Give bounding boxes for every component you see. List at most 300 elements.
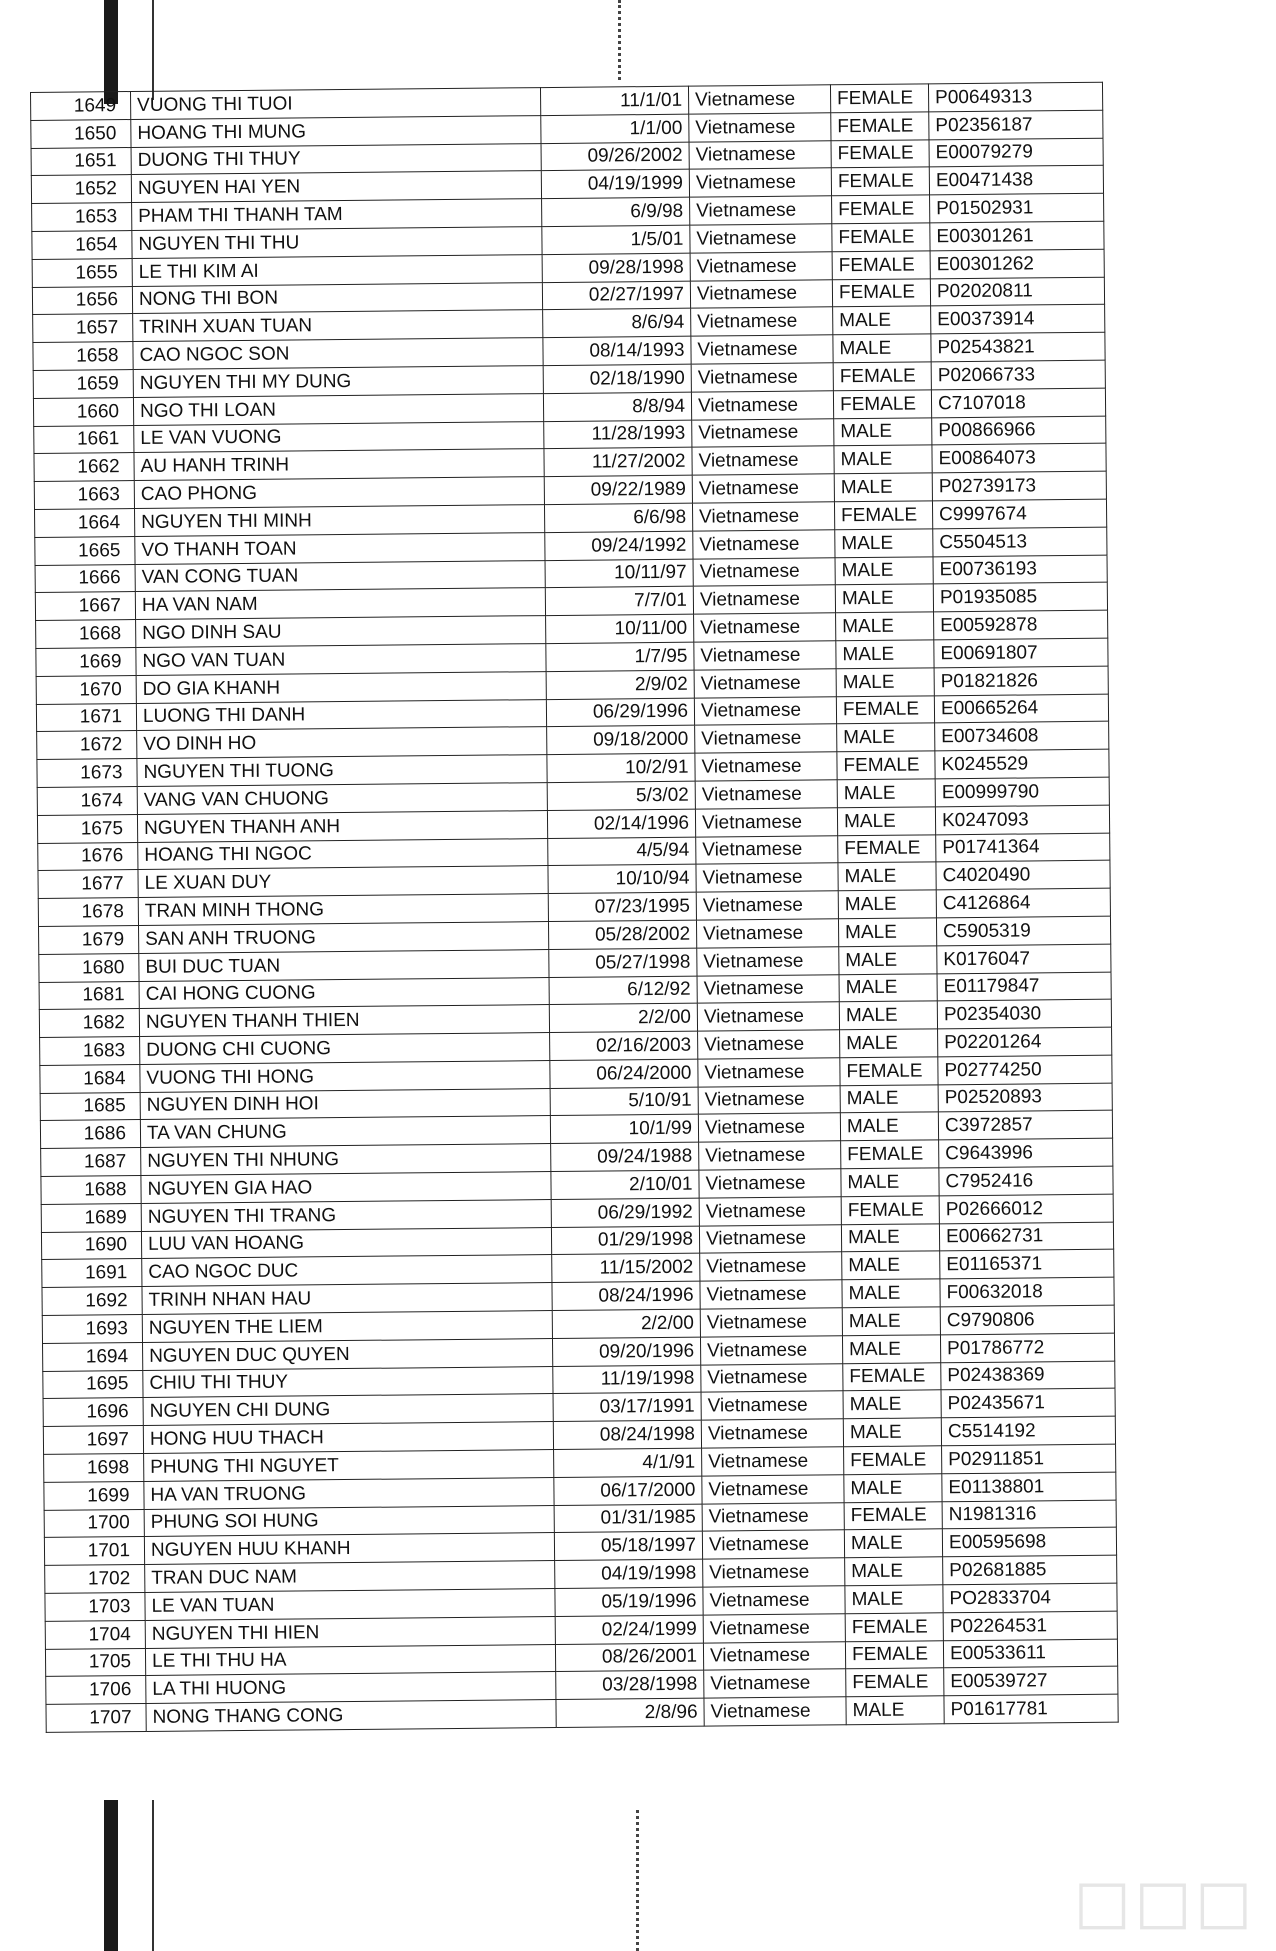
nationality-cell: Vietnamese — [703, 1641, 845, 1670]
nationality-cell: Vietnamese — [695, 752, 837, 781]
row-number-cell: 1658 — [33, 342, 133, 371]
nationality-cell: Vietnamese — [696, 835, 838, 864]
row-number-cell: 1702 — [45, 1565, 145, 1594]
nationality-cell: Vietnamese — [703, 1586, 845, 1615]
sex-cell: MALE — [840, 1029, 938, 1058]
full-name-cell: HOANG THI NGOC — [138, 838, 548, 870]
full-name-cell: BUI DUC TUAN — [139, 949, 549, 981]
full-name-cell: CAO NGOC SON — [133, 338, 543, 370]
date-of-birth-cell: 10/1/99 — [550, 1115, 698, 1144]
full-name-cell: NGUYEN GIA HAO — [141, 1172, 551, 1204]
full-name-cell: NGUYEN DUC QUYEN — [143, 1338, 553, 1370]
date-of-birth-cell: 06/29/1992 — [551, 1198, 699, 1227]
passport-number-cell: P01502931 — [930, 193, 1104, 222]
passport-number-cell: E01179847 — [937, 972, 1111, 1001]
sex-cell: MALE — [845, 1585, 943, 1614]
full-name-cell: HA VAN TRUONG — [144, 1477, 554, 1509]
nationality-cell: Vietnamese — [699, 1169, 841, 1198]
full-name-cell: NGUYEN THI MY DUNG — [133, 366, 543, 398]
passport-number-cell: P02911851 — [942, 1444, 1116, 1473]
date-of-birth-cell: 6/12/92 — [549, 976, 697, 1005]
passport-number-cell: PO2833704 — [943, 1583, 1117, 1612]
date-of-birth-cell: 01/31/1985 — [554, 1504, 702, 1533]
passport-number-cell: P02739173 — [932, 471, 1106, 500]
passport-number-cell: E01165371 — [940, 1250, 1114, 1279]
date-of-birth-cell: 10/2/91 — [547, 753, 695, 782]
sex-cell: MALE — [843, 1390, 941, 1419]
sex-cell: FEMALE — [845, 1613, 943, 1642]
passport-number-cell: P02264531 — [943, 1611, 1117, 1640]
passport-number-cell: P01786772 — [940, 1333, 1114, 1362]
row-number-cell: 1671 — [36, 703, 136, 732]
passport-number-cell: P02356187 — [929, 110, 1103, 139]
full-name-cell: LE VAN VUONG — [134, 421, 544, 453]
passenger-list-table — [30, 82, 1119, 1733]
date-of-birth-cell: 06/24/2000 — [550, 1059, 698, 1088]
passport-number-cell: E00539727 — [944, 1667, 1118, 1696]
row-number-cell: 1694 — [43, 1342, 143, 1371]
sex-cell: MALE — [837, 723, 935, 752]
date-of-birth-cell: 05/28/2002 — [548, 920, 696, 949]
row-number-cell: 1680 — [39, 953, 139, 982]
full-name-cell: NGUYEN HUU KHANH — [144, 1533, 554, 1565]
passport-number-cell: E00373914 — [931, 305, 1105, 334]
nationality-cell: Vietnamese — [693, 585, 835, 614]
full-name-cell: NGUYEN THI TUONG — [137, 755, 547, 787]
sex-cell: MALE — [838, 918, 936, 947]
nationality-cell: Vietnamese — [694, 696, 836, 725]
passport-number-cell: C5514192 — [941, 1416, 1115, 1445]
nationality-cell: Vietnamese — [691, 363, 833, 392]
date-of-birth-cell: 08/14/1993 — [543, 336, 691, 365]
row-number-cell: 1698 — [44, 1454, 144, 1483]
nationality-cell: Vietnamese — [697, 1002, 839, 1031]
date-of-birth-cell: 05/19/1996 — [555, 1587, 703, 1616]
nationality-cell: Vietnamese — [690, 224, 832, 253]
full-name-cell: VUONG THI TUOI — [131, 88, 541, 120]
passport-number-cell: E00595698 — [942, 1528, 1116, 1557]
full-name-cell: PHUNG THI NGUYET — [144, 1450, 554, 1482]
date-of-birth-cell: 2/10/01 — [551, 1170, 699, 1199]
sex-cell: FEMALE — [832, 251, 930, 280]
row-number-cell: 1662 — [34, 453, 134, 482]
passport-number-cell: P00866966 — [932, 416, 1106, 445]
nationality-cell: Vietnamese — [695, 780, 837, 809]
sex-cell: FEMALE — [831, 112, 929, 141]
row-number-cell: 1679 — [39, 925, 139, 954]
nationality-cell: Vietnamese — [699, 1141, 841, 1170]
sex-cell: FEMALE — [831, 139, 929, 168]
row-number-cell: 1684 — [40, 1064, 140, 1093]
nationality-cell: Vietnamese — [699, 1197, 841, 1226]
date-of-birth-cell: 10/10/94 — [548, 864, 696, 893]
date-of-birth-cell: 02/14/1996 — [547, 809, 695, 838]
date-of-birth-cell: 2/8/96 — [556, 1698, 704, 1727]
full-name-cell: LUONG THI DANH — [136, 699, 546, 731]
sex-cell: MALE — [837, 807, 935, 836]
date-of-birth-cell: 08/26/2001 — [555, 1643, 703, 1672]
passport-number-cell: P02774250 — [938, 1055, 1112, 1084]
nationality-cell: Vietnamese — [698, 1085, 840, 1114]
passport-number-cell: P00649313 — [928, 82, 1102, 111]
nationality-cell: Vietnamese — [701, 1391, 843, 1420]
passport-number-cell: E00301261 — [930, 221, 1104, 250]
sex-cell: FEMALE — [843, 1362, 941, 1391]
nationality-cell: Vietnamese — [692, 446, 834, 475]
nationality-cell: Vietnamese — [698, 1058, 840, 1087]
date-of-birth-cell: 09/24/1988 — [551, 1142, 699, 1171]
row-number-cell: 1677 — [38, 870, 138, 899]
row-number-cell: 1675 — [37, 814, 137, 843]
full-name-cell: TRAN MINH THONG — [138, 894, 548, 926]
date-of-birth-cell: 05/18/1997 — [554, 1532, 702, 1561]
nationality-cell: Vietnamese — [703, 1614, 845, 1643]
full-name-cell: NGUYEN THI MINH — [135, 505, 545, 537]
date-of-birth-cell: 4/5/94 — [548, 837, 696, 866]
sex-cell: FEMALE — [841, 1196, 939, 1225]
passport-number-cell: P02020811 — [930, 277, 1104, 306]
row-number-cell: 1666 — [35, 564, 135, 593]
nationality-cell: Vietnamese — [703, 1558, 845, 1587]
row-number-cell: 1699 — [44, 1481, 144, 1510]
passport-number-cell: N1981316 — [942, 1500, 1116, 1529]
full-name-cell: DUONG CHI CUONG — [140, 1033, 550, 1065]
passport-number-cell: P02438369 — [941, 1361, 1115, 1390]
passport-number-cell: P01821826 — [934, 666, 1108, 695]
full-name-cell: TA VAN CHUNG — [140, 1116, 550, 1148]
full-name-cell: NGO VAN TUAN — [136, 644, 546, 676]
row-number-cell: 1681 — [39, 981, 139, 1010]
sex-cell: MALE — [841, 1168, 939, 1197]
full-name-cell: NGUYEN HAI YEN — [131, 171, 541, 203]
date-of-birth-cell: 5/3/02 — [547, 781, 695, 810]
nationality-cell: Vietnamese — [694, 613, 836, 642]
row-number-cell: 1686 — [40, 1120, 140, 1149]
sex-cell: MALE — [842, 1279, 940, 1308]
watermark-logo: □□□ — [1073, 1867, 1256, 1937]
nationality-cell: Vietnamese — [689, 168, 831, 197]
nationality-cell: Vietnamese — [693, 530, 835, 559]
perforation-bottom — [636, 1810, 642, 1951]
passport-number-cell: C9643996 — [939, 1138, 1113, 1167]
full-name-cell: NGUYEN THE LIEM — [142, 1311, 552, 1343]
sex-cell: MALE — [835, 556, 933, 585]
nationality-cell: Vietnamese — [702, 1475, 844, 1504]
row-number-cell: 1656 — [32, 286, 132, 315]
row-number-cell: 1659 — [33, 369, 133, 398]
date-of-birth-cell: 10/11/97 — [545, 559, 693, 588]
passport-number-cell: E00662731 — [939, 1222, 1113, 1251]
sex-cell: MALE — [838, 890, 936, 919]
date-of-birth-cell: 06/29/1996 — [546, 698, 694, 727]
full-name-cell: NGUYEN THI NHUNG — [141, 1144, 551, 1176]
row-number-cell: 1654 — [32, 231, 132, 260]
row-number-cell: 1660 — [33, 397, 133, 426]
row-number-cell: 1696 — [43, 1398, 143, 1427]
date-of-birth-cell: 11/1/01 — [540, 86, 688, 115]
passport-number-cell: E00736193 — [933, 555, 1107, 584]
sex-cell: FEMALE — [832, 195, 930, 224]
date-of-birth-cell: 5/10/91 — [550, 1087, 698, 1116]
sex-cell: MALE — [834, 445, 932, 474]
nationality-cell: Vietnamese — [698, 1030, 840, 1059]
sex-cell: FEMALE — [846, 1668, 944, 1697]
full-name-cell: NONG THANG CONG — [146, 1700, 556, 1732]
passport-number-cell: E00592878 — [934, 610, 1108, 639]
passport-number-cell: P02435671 — [941, 1389, 1115, 1418]
nationality-cell: Vietnamese — [702, 1502, 844, 1531]
full-name-cell: LA THI HUONG — [146, 1672, 556, 1704]
sex-cell: FEMALE — [830, 84, 928, 113]
passport-number-cell: E00999790 — [935, 777, 1109, 806]
full-name-cell: NGO THI LOAN — [133, 393, 543, 425]
row-number-cell: 1689 — [41, 1203, 141, 1232]
binding-mark-bottom — [104, 1800, 118, 1951]
sex-cell: MALE — [837, 779, 935, 808]
sex-cell: MALE — [843, 1418, 941, 1447]
row-number-cell: 1674 — [37, 786, 137, 815]
nationality-cell: Vietnamese — [696, 919, 838, 948]
date-of-birth-cell: 10/11/00 — [546, 614, 694, 643]
passport-number-cell: E00301262 — [930, 249, 1104, 278]
sex-cell: MALE — [844, 1529, 942, 1558]
row-number-cell: 1683 — [40, 1037, 140, 1066]
nationality-cell: Vietnamese — [696, 863, 838, 892]
sex-cell: MALE — [835, 529, 933, 558]
full-name-cell: CAO NGOC DUC — [142, 1255, 552, 1287]
sex-cell: FEMALE — [832, 278, 930, 307]
date-of-birth-cell: 09/28/1998 — [542, 253, 690, 282]
date-of-birth-cell: 02/27/1997 — [542, 281, 690, 310]
passport-number-cell: P02201264 — [938, 1027, 1112, 1056]
full-name-cell: LE THI THU HA — [145, 1644, 555, 1676]
date-of-birth-cell: 04/19/1999 — [541, 170, 689, 199]
nationality-cell: Vietnamese — [694, 669, 836, 698]
date-of-birth-cell: 11/19/1998 — [553, 1365, 701, 1394]
date-of-birth-cell: 02/18/1990 — [543, 364, 691, 393]
passport-number-cell: K0176047 — [937, 944, 1111, 973]
full-name-cell: SAN ANH TRUONG — [139, 921, 549, 953]
sex-cell: FEMALE — [844, 1446, 942, 1475]
date-of-birth-cell: 09/18/2000 — [547, 725, 695, 754]
full-name-cell: LE THI KIM AI — [132, 254, 542, 286]
passport-number-cell: C9997674 — [932, 499, 1106, 528]
row-number-cell: 1703 — [45, 1592, 145, 1621]
passport-number-cell: E00734608 — [935, 722, 1109, 751]
sex-cell: FEMALE — [840, 1057, 938, 1086]
nationality-cell: Vietnamese — [690, 252, 832, 281]
nationality-cell: Vietnamese — [691, 335, 833, 364]
nationality-cell: Vietnamese — [692, 502, 834, 531]
row-number-cell: 1690 — [41, 1231, 141, 1260]
sex-cell: MALE — [839, 946, 937, 975]
row-number-cell: 1655 — [32, 258, 132, 287]
full-name-cell: VANG VAN CHUONG — [137, 782, 547, 814]
row-number-cell: 1649 — [31, 92, 131, 121]
full-name-cell: NGUYEN THI THU — [132, 227, 542, 259]
sex-cell: MALE — [834, 473, 932, 502]
passport-number-cell: E00471438 — [929, 166, 1103, 195]
sex-cell: FEMALE — [841, 1140, 939, 1169]
date-of-birth-cell: 08/24/1998 — [553, 1420, 701, 1449]
full-name-cell: NGO DINH SAU — [136, 616, 546, 648]
nationality-cell: Vietnamese — [695, 724, 837, 753]
sex-cell: MALE — [842, 1335, 940, 1364]
full-name-cell: TRAN DUC NAM — [145, 1561, 555, 1593]
date-of-birth-cell: 03/28/1998 — [556, 1671, 704, 1700]
full-name-cell: NGUYEN CHI DUNG — [143, 1394, 553, 1426]
row-number-cell: 1688 — [41, 1176, 141, 1205]
nationality-cell: Vietnamese — [702, 1447, 844, 1476]
full-name-cell: VAN CONG TUAN — [135, 560, 545, 592]
passport-number-cell: C7952416 — [939, 1166, 1113, 1195]
sex-cell: MALE — [835, 584, 933, 613]
date-of-birth-cell: 11/27/2002 — [544, 448, 692, 477]
date-of-birth-cell: 02/24/1999 — [555, 1615, 703, 1644]
row-number-cell: 1673 — [37, 759, 137, 788]
row-number-cell: 1668 — [36, 620, 136, 649]
sex-cell: MALE — [839, 1001, 937, 1030]
sex-cell: FEMALE — [838, 834, 936, 863]
row-number-cell: 1707 — [46, 1704, 146, 1733]
nationality-cell: Vietnamese — [704, 1697, 846, 1726]
sex-cell: MALE — [836, 612, 934, 641]
sex-cell: MALE — [834, 417, 932, 446]
nationality-cell: Vietnamese — [694, 641, 836, 670]
sex-cell: MALE — [846, 1696, 944, 1725]
row-number-cell: 1691 — [42, 1259, 142, 1288]
passport-number-cell: P02066733 — [931, 360, 1105, 389]
full-name-cell: CHIU THI THUY — [143, 1366, 553, 1398]
row-number-cell: 1682 — [39, 1009, 139, 1038]
row-number-cell: 1672 — [37, 731, 137, 760]
nationality-cell: Vietnamese — [697, 974, 839, 1003]
row-number-cell: 1652 — [31, 175, 131, 204]
passport-number-cell: P02543821 — [931, 332, 1105, 361]
row-number-cell: 1665 — [35, 536, 135, 565]
full-name-cell: NGUYEN THANH ANH — [137, 810, 547, 842]
passport-number-cell: C7107018 — [931, 388, 1105, 417]
row-number-cell: 1653 — [32, 203, 132, 232]
full-name-cell: DUONG THI THUY — [131, 143, 541, 175]
full-name-cell: PHUNG SOI HUNG — [144, 1505, 554, 1537]
row-number-cell: 1705 — [45, 1648, 145, 1677]
sex-cell: MALE — [842, 1251, 940, 1280]
date-of-birth-cell: 11/15/2002 — [552, 1254, 700, 1283]
binding-mark-top — [104, 0, 118, 104]
passport-number-cell: E00691807 — [934, 638, 1108, 667]
binding-line-bottom — [152, 1800, 154, 1951]
sex-cell: MALE — [840, 1112, 938, 1141]
date-of-birth-cell: 09/22/1989 — [544, 475, 692, 504]
full-name-cell: NGUYEN THI HIEN — [145, 1616, 555, 1648]
sex-cell: FEMALE — [837, 751, 935, 780]
passport-number-cell: P02666012 — [939, 1194, 1113, 1223]
sex-cell: FEMALE — [836, 695, 934, 724]
date-of-birth-cell: 01/29/1998 — [551, 1226, 699, 1255]
full-name-cell: HONG HUU THACH — [143, 1422, 553, 1454]
row-number-cell: 1663 — [34, 481, 134, 510]
row-number-cell: 1657 — [33, 314, 133, 343]
date-of-birth-cell: 1/1/00 — [541, 114, 689, 143]
date-of-birth-cell: 8/8/94 — [543, 392, 691, 421]
passport-number-cell: E01138801 — [942, 1472, 1116, 1501]
row-number-cell: 1692 — [42, 1287, 142, 1316]
passport-number-cell: P01741364 — [936, 833, 1110, 862]
nationality-cell: Vietnamese — [688, 85, 830, 114]
nationality-cell: Vietnamese — [693, 557, 835, 586]
passport-number-cell: P02520893 — [938, 1083, 1112, 1112]
row-number-cell: 1700 — [44, 1509, 144, 1538]
passport-number-cell: C9790806 — [940, 1305, 1114, 1334]
binding-line-top — [152, 0, 154, 100]
sex-cell: FEMALE — [845, 1640, 943, 1669]
passport-number-cell: P02681885 — [943, 1555, 1117, 1584]
date-of-birth-cell: 06/17/2000 — [554, 1476, 702, 1505]
full-name-cell: TRINH NHAN HAU — [142, 1283, 552, 1315]
date-of-birth-cell: 8/6/94 — [543, 309, 691, 338]
date-of-birth-cell: 11/28/1993 — [544, 420, 692, 449]
date-of-birth-cell: 02/16/2003 — [550, 1031, 698, 1060]
full-name-cell: HA VAN NAM — [135, 588, 545, 620]
passport-number-cell: E00864073 — [932, 444, 1106, 473]
sex-cell: MALE — [839, 973, 937, 1002]
row-number-cell: 1669 — [36, 647, 136, 676]
date-of-birth-cell: 6/9/98 — [542, 197, 690, 226]
sex-cell: MALE — [844, 1474, 942, 1503]
date-of-birth-cell: 03/17/1991 — [553, 1393, 701, 1422]
row-number-cell: 1676 — [38, 842, 138, 871]
nationality-cell: Vietnamese — [689, 113, 831, 142]
row-number-cell: 1661 — [34, 425, 134, 454]
date-of-birth-cell: 6/6/98 — [544, 503, 692, 532]
row-number-cell: 1701 — [44, 1537, 144, 1566]
date-of-birth-cell: 2/9/02 — [546, 670, 694, 699]
full-name-cell: LE VAN TUAN — [145, 1589, 555, 1621]
date-of-birth-cell: 1/7/95 — [546, 642, 694, 671]
nationality-cell: Vietnamese — [690, 279, 832, 308]
full-name-cell: HOANG THI MUNG — [131, 115, 541, 147]
nationality-cell: Vietnamese — [697, 946, 839, 975]
nationality-cell: Vietnamese — [702, 1530, 844, 1559]
perforation-top — [618, 0, 624, 80]
sex-cell: MALE — [833, 306, 931, 335]
nationality-cell: Vietnamese — [692, 474, 834, 503]
date-of-birth-cell: 04/19/1998 — [555, 1559, 703, 1588]
row-number-cell: 1664 — [35, 508, 135, 537]
nationality-cell: Vietnamese — [701, 1419, 843, 1448]
sex-cell: MALE — [836, 668, 934, 697]
full-name-cell: TRINH XUAN TUAN — [133, 310, 543, 342]
date-of-birth-cell: 4/1/91 — [554, 1448, 702, 1477]
full-name-cell: NGUYEN THANH THIEN — [139, 1005, 549, 1037]
passenger-list-body — [31, 82, 1119, 1732]
sex-cell: FEMALE — [832, 223, 930, 252]
sex-cell: MALE — [836, 640, 934, 669]
row-number-cell: 1706 — [46, 1676, 146, 1705]
nationality-cell: Vietnamese — [695, 808, 837, 837]
sex-cell: FEMALE — [834, 501, 932, 530]
sex-cell: MALE — [845, 1557, 943, 1586]
passport-number-cell: K0245529 — [935, 749, 1109, 778]
row-number-cell: 1667 — [35, 592, 135, 621]
full-name-cell: NONG THI BON — [132, 282, 542, 314]
nationality-cell: Vietnamese — [698, 1113, 840, 1142]
nationality-cell: Vietnamese — [700, 1252, 842, 1281]
date-of-birth-cell: 09/24/1992 — [545, 531, 693, 560]
nationality-cell: Vietnamese — [692, 418, 834, 447]
row-number-cell: 1695 — [43, 1370, 143, 1399]
